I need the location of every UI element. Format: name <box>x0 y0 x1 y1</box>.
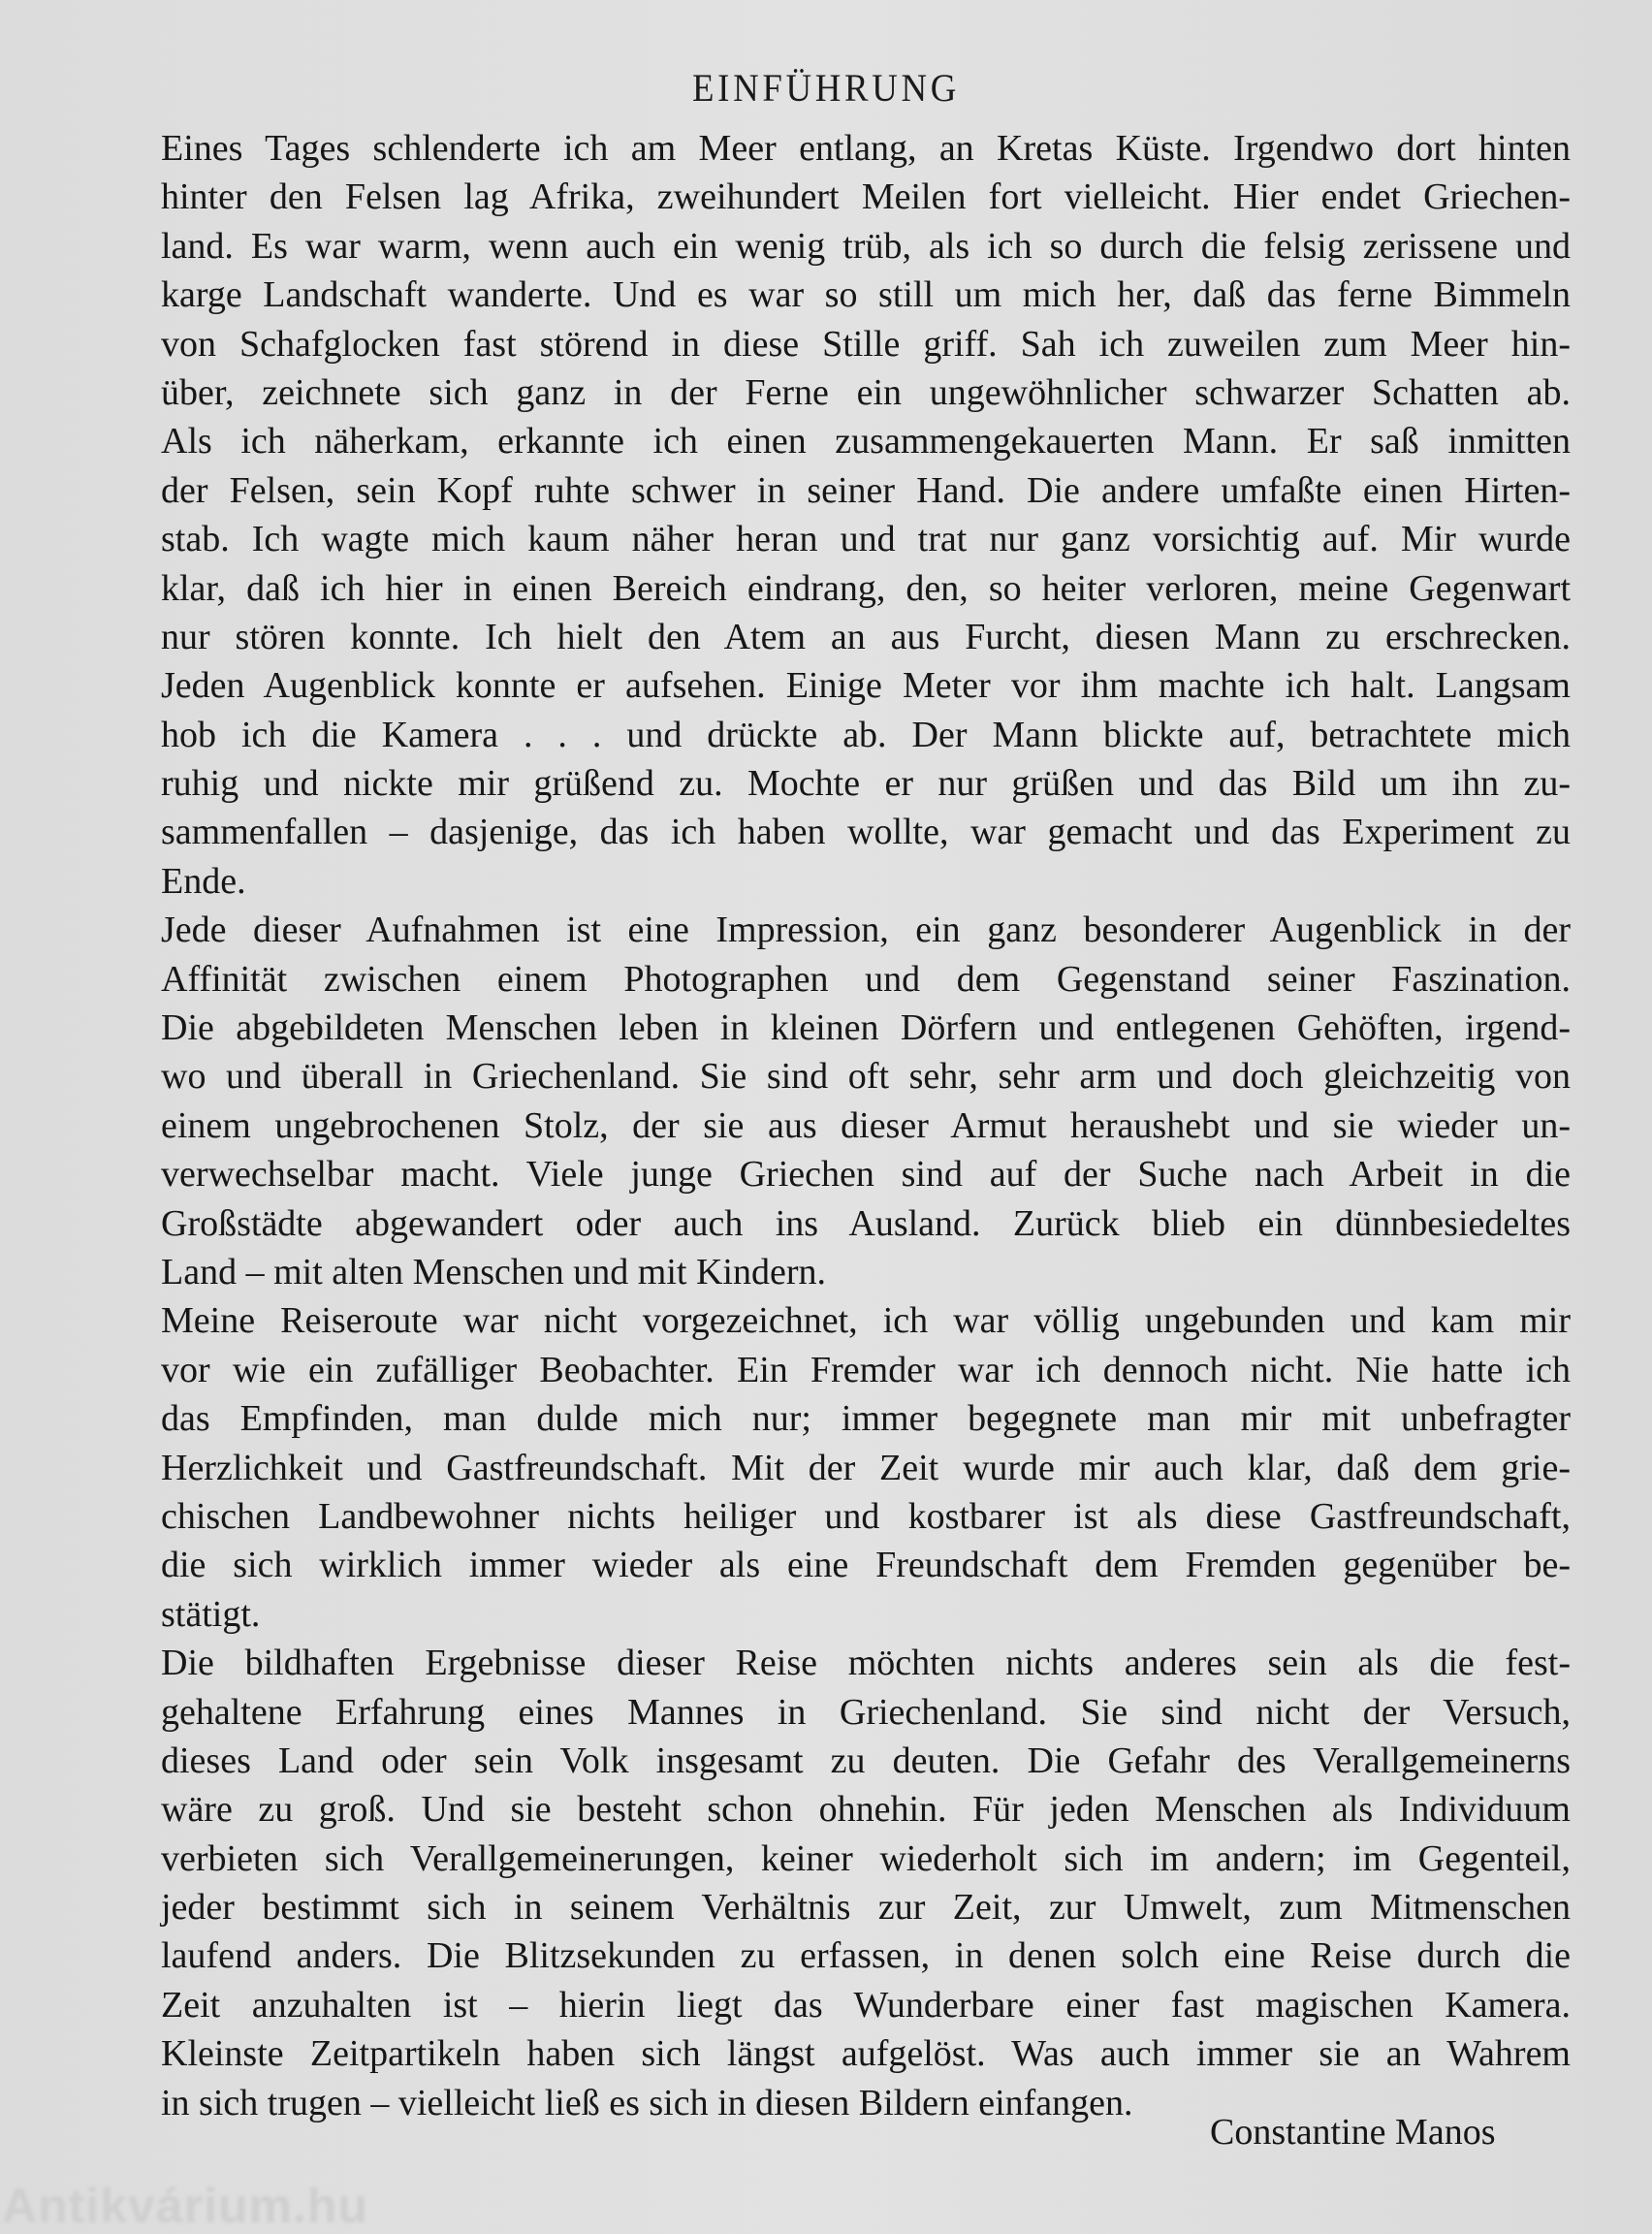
text-line: jeder bestimmt sich in seinem Verhältnis zur Zeit, zur Umwelt, zum Mitmenschen <box>161 1887 1571 1929</box>
text-line: sammenfallen – dasjenige, das ich haben wollte, war gemacht und das Experiment zu <box>161 812 1571 853</box>
text-line: einem ungebrochenen Stolz, der sie aus dieser Armut heraushebt und sie wieder un- <box>161 1104 1571 1146</box>
text-line: vor wie ein zufälliger Beobachter. Ein Fremder war ich dennoch nicht. Nie hatte ich <box>161 1349 1571 1390</box>
paragraph-3 <box>161 1296 1571 1639</box>
text-line: von Schafglocken fast störend in diese Stille griff. Sah ich zuweilen zum Meer hin- <box>161 323 1571 365</box>
text-line: laufend anders. Die Blitzsekunden zu erfassen, in denen solch eine Reise durch die <box>161 1935 1571 1977</box>
text-line: in sich trugen – vielleicht ließ es sich in diesen Bildern einfangen. <box>161 2082 1133 2123</box>
text-line: Großstädte abgewandert oder auch ins Ausland. Zurück blieb ein dünnbesiedeltes <box>161 1202 1571 1244</box>
text-line: land. Es war warm, wenn auch ein wenig trüb, als ich so durch die felsig zerissene und <box>161 225 1571 267</box>
text-line: ruhig und nickte mir grüßend zu. Mochte er nur grüßen und das Bild um ihn zu- <box>161 763 1571 805</box>
text-line: klar, daß ich hier in einen Bereich eindrang, den, so heiter verloren, meine Gegenwart <box>161 567 1571 609</box>
text-line: hinter den Felsen lag Afrika, zweihundert Meilen fort vielleicht. Hier endet Griechen- <box>161 176 1571 218</box>
text-line: Herzlichkeit und Gastfreundschaft. Mit der Zeit wurde mir auch klar, daß dem grie- <box>161 1447 1571 1488</box>
text-line: Ende. <box>161 860 246 902</box>
author-signature: Constantine Manos <box>1210 2112 1496 2153</box>
text-line: Eines Tages schlenderte ich am Meer entlang, an Kretas Küste. Irgendwo dort hinten <box>161 128 1571 169</box>
text-line: Als ich näherkam, erkannte ich einen zusammengekauerten Mann. Er saß inmitten <box>161 421 1571 463</box>
text-line: Jeden Augenblick konnte er aufsehen. Einige Meter vor ihm machte ich halt. Langsam <box>161 665 1571 707</box>
text-line: hob ich die Kamera . . . und drückte ab. Der Mann blickte auf, betrachtete mich <box>161 714 1571 755</box>
introduction-text <box>161 124 1571 2127</box>
text-line: verwechselbar macht. Viele junge Griechen sind auf der Suche nach Arbeit in die <box>161 1154 1571 1196</box>
text-line: der Felsen, sein Kopf ruhte schwer in seiner Hand. Die andere umfaßte einen Hirten- <box>161 469 1571 511</box>
text-line: stab. Ich wagte mich kaum näher heran und trat nur ganz vorsichtig auf. Mir wurde <box>161 519 1571 560</box>
text-line: dieses Land oder sein Volk insgesamt zu deuten. Die Gefahr des Verallgemeinerns <box>161 1739 1571 1781</box>
text-line: Die abgebildeten Menschen leben in kleinen Dörfern und entlegenen Gehöften, irgend- <box>161 1007 1571 1049</box>
text-line: Land – mit alten Menschen und mit Kindern. <box>161 1251 826 1293</box>
text-line: Zeit anzuhalten ist – hierin liegt das Wunderbare einer fast magischen Kamera. <box>161 1984 1571 2026</box>
text-line: Kleinste Zeitpartikeln haben sich längst aufgelöst. Was auch immer sie an Wahrem <box>161 2033 1571 2075</box>
paragraph-4 <box>161 1639 1571 2127</box>
text-line: das Empfinden, man dulde mich nur; immer begegnete man mir mit unbefragter <box>161 1398 1571 1440</box>
text-line: die sich wirklich immer wieder als eine Freundschaft dem Fremden gegenüber be- <box>161 1545 1571 1586</box>
text-line: verbieten sich Verallgemeinerungen, keiner wiederholt sich im andern; im Gegenteil, <box>161 1837 1571 1879</box>
watermark: Antikvárium.hu <box>2 2179 368 2233</box>
text-line: nur stören konnte. Ich hielt den Atem an aus Furcht, diesen Mann zu erschrecken. <box>161 616 1571 657</box>
text-line: über, zeichnete sich ganz in der Ferne ein ungewöhnlicher schwarzer Schatten ab. <box>161 371 1571 413</box>
text-line: Jede dieser Aufnahmen ist eine Impression, ein ganz besonderer Augenblick in der <box>161 910 1571 951</box>
text-line: wäre zu groß. Und sie besteht schon ohnehin. Für jeden Menschen als Individuum <box>161 1789 1571 1831</box>
text-line: gehaltene Erfahrung eines Mannes in Griechenland. Sie sind nicht der Versuch, <box>161 1691 1571 1733</box>
text-line: chischen Landbewohner nichts heiliger und kostbarer ist als diese Gastfreundschaft, <box>161 1495 1571 1537</box>
page-title: EINFÜHRUNG <box>692 65 960 110</box>
text-line: karge Landschaft wanderte. Und es war so still um mich her, daß das ferne Bimmeln <box>161 274 1571 316</box>
paragraph-2 <box>161 906 1571 1296</box>
text-line: Affinität zwischen einem Photographen und dem Gegenstand seiner Faszination. <box>161 958 1571 1000</box>
paragraph-1 <box>161 124 1571 906</box>
text-line: wo und überall in Griechenland. Sie sind oft sehr, sehr arm und doch gleichzeitig von <box>161 1056 1571 1098</box>
text-line: Die bildhaften Ergebnisse dieser Reise möchten nichts anderes sein als die fest- <box>161 1643 1571 1684</box>
text-line: stätigt. <box>161 1593 261 1635</box>
text-line: Meine Reiseroute war nicht vorgezeichnet, ich war völlig ungebunden und kam mir <box>161 1300 1571 1342</box>
